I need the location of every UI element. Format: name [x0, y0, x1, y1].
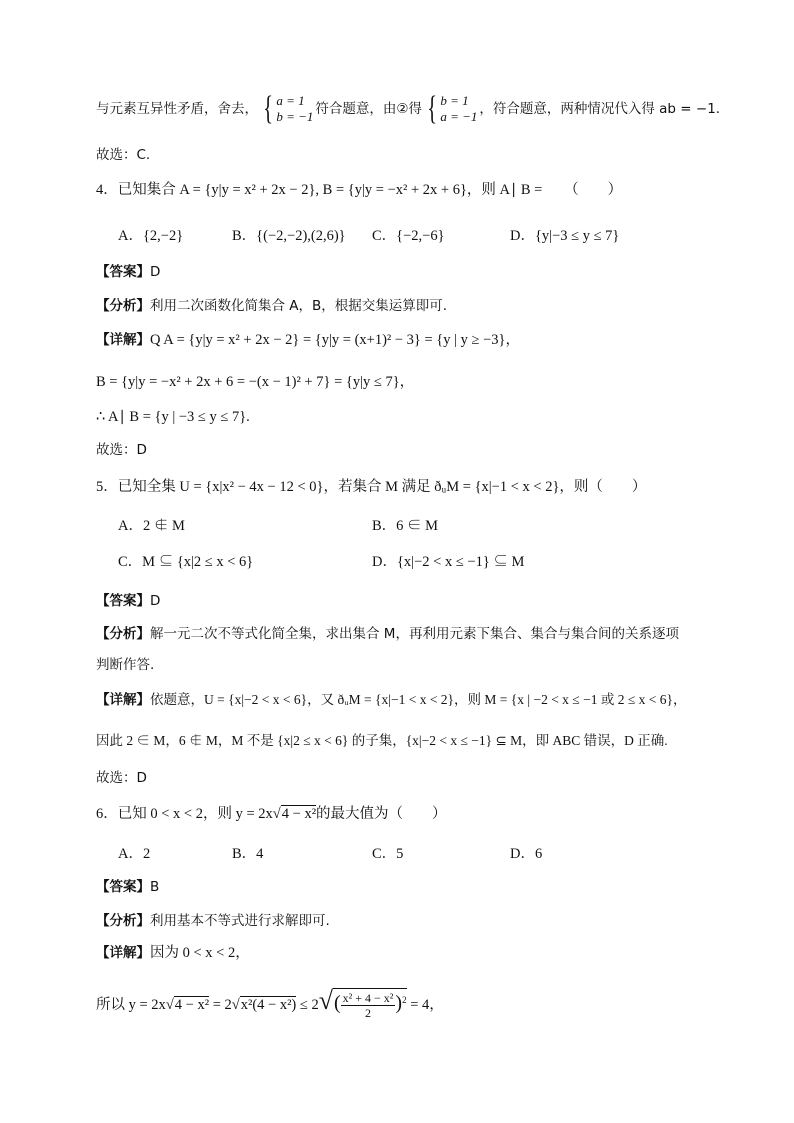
system-1-row-2: b = −1: [276, 109, 314, 124]
q6-detail-2-fraction: [341, 991, 396, 1020]
q4-answer-tag: 【答案】: [96, 264, 150, 280]
q5-analysis-line-2: 判断作答.: [96, 657, 155, 673]
carryover-text-mid: 符合题意，由②得: [315, 101, 422, 117]
q5-option-d: D．{x|−2 < x ≤ −1} ⊆ M: [372, 554, 525, 570]
q5-analysis-line: [96, 625, 679, 643]
q6-detail-2-radicand-2: x²(4 − x²): [240, 997, 297, 1013]
q5-analysis-1: 解一元二次不等式化简全集，求出集合 M，再利用元素下集合、集合与集合间的关系逐项: [150, 626, 679, 642]
q6-fraction-denominator: 2: [365, 1006, 372, 1021]
q6-analysis: 利用基本不等式进行求解即可.: [150, 913, 330, 929]
q4-option-b: B．{(−2,−2),(2,6)}: [232, 228, 346, 244]
q4-detail-line-1: [96, 331, 520, 349]
q6-detail-line-2: 所以 y = 2x√4 − x² = 2√x²(4 − x²) ≤ 2√( $\frac{\text{x² + 4 − x²}}{2}$ )$^2$ = 4，: [96, 986, 444, 1021]
q4-answer-line: [96, 263, 160, 281]
q5-answer-line: [96, 592, 160, 610]
q4-analysis-line: [96, 297, 447, 315]
q4-stem: 4．已知集合 A = {y|y = x² + 2x − 2}, B = {y|y = −x² + 2x + 6}，则 A∣ B = （ ）: [96, 182, 623, 198]
q5-detail-line-1: [96, 691, 686, 709]
q6-option-d: D．6: [510, 846, 543, 862]
q4-answer: D: [150, 264, 161, 280]
q6-fraction-numerator: x² + 4 − x²: [342, 991, 394, 1006]
q6-detail-2-pre: 所以 y = 2x: [96, 997, 166, 1013]
q4-detail-line-3: ∴ A∣ B = {y | −3 ≤ y ≤ 7}.: [96, 409, 250, 425]
q5-detail-1: 依题意，U = {x|−2 < x < 6}，又 ðᵤM = {x|−1 < x < 2}，则 M = {x | −2 < x ≤ −1 或 2 ≤ x < 6}，: [150, 692, 687, 707]
q6-detail-line-1: [96, 944, 250, 962]
q6-detail-2-radicand-1: 4 − x²: [174, 997, 210, 1013]
q6-answer-tag: 【答案】: [96, 879, 150, 895]
q4-detail-tag: 【详解】: [96, 332, 150, 348]
carryover-text-pre: 与元素互异性矛盾，舍去，: [96, 101, 258, 117]
q6-stem-post: 的最大值为（ ）: [316, 806, 447, 822]
q5-stem: 5．已知全集 U = {x|x² − 4x − 12 < 0}，若集合 M 满足 ðᵤM = {x|−1 < x < 2}，则（ ）: [96, 479, 647, 495]
q6-option-b: B．4: [232, 846, 264, 862]
system-2-row-1: b = 1: [440, 93, 469, 108]
q4-analysis: 利用二次函数化简集合 A，B，根据交集运算即可.: [150, 298, 448, 314]
q4-conclusion: 故选：D: [96, 442, 147, 458]
q5-answer: D: [150, 593, 161, 609]
q5-option-c: C．M ⊆ {x|2 ≤ x < 6}: [118, 554, 254, 570]
q6-detail-2-post: = 4，: [406, 997, 444, 1013]
q6-stem-radicand: 4 − x²: [281, 806, 317, 822]
carryover-line: [96, 92, 720, 126]
q5-conclusion: 故选：D: [96, 770, 147, 786]
q5-detail-tag: 【详解】: [96, 692, 150, 708]
q6-detail-2-mid: = 2: [209, 997, 232, 1013]
q6-answer-line: [96, 878, 159, 896]
q6-detail-1: 因为 0 < x < 2，: [150, 945, 250, 961]
system-2-row-2: a = −1: [440, 109, 478, 124]
q6-analysis-tag: 【分析】: [96, 913, 150, 929]
q5-option-b: B．6 ∈ M: [372, 518, 439, 534]
q6-option-c: C．5: [372, 846, 404, 862]
q5-analysis-tag: 【分析】: [96, 626, 150, 642]
q5-detail-line-2: 因此 2 ∈ M，6 ∉ M，M 不是 {x|2 ≤ x < 6} 的子集，{x|−2 < x ≤ −1} ⊆ M，即 ABC 错误，D 正确.: [96, 733, 668, 748]
q6-detail-tag: 【详解】: [96, 945, 150, 961]
system-1-row-1: a = 1: [276, 93, 305, 108]
system-2: { b = 1 a = −1: [427, 90, 478, 127]
q6-analysis-line: [96, 912, 330, 930]
q6-stem-pre: 6．已知 0 < x < 2，则 y = 2x: [96, 806, 273, 822]
q4-option-c: C．{−2,−6}: [372, 228, 445, 244]
carryover-text-post: ，符合题意，两种情况代入得 ab = −1.: [479, 101, 721, 117]
q6-detail-2-mid2: ≤ 2: [296, 997, 319, 1013]
q4-detail-1: Q A = {y|y = x² + 2x − 2} = {y|y = (x+1)² − 3} = {y | y ≥ −3}，: [150, 332, 521, 348]
system-1: { a = 1 b = −1: [263, 90, 314, 127]
q5-answer-tag: 【答案】: [96, 593, 150, 609]
q4-option-d: D．{y|−3 ≤ y ≤ 7}: [510, 228, 620, 244]
q4-analysis-tag: 【分析】: [96, 298, 150, 314]
q4-detail-line-2: B = {y|y = −x² + 2x + 6 = −(x − 1)² + 7} = {y|y ≤ 7}，: [96, 374, 415, 390]
q3-conclusion: 故选：C.: [96, 147, 151, 163]
q6-stem: 6．已知 0 < x < 2，则 y = 2x√4 − x²的最大值为（ ）: [96, 806, 447, 822]
q5-option-a: A．2 ∉ M: [118, 518, 185, 534]
q6-option-a: A．2: [118, 846, 151, 862]
q6-answer: B: [150, 879, 160, 895]
q4-option-a: A．{2,−2}: [118, 228, 184, 244]
